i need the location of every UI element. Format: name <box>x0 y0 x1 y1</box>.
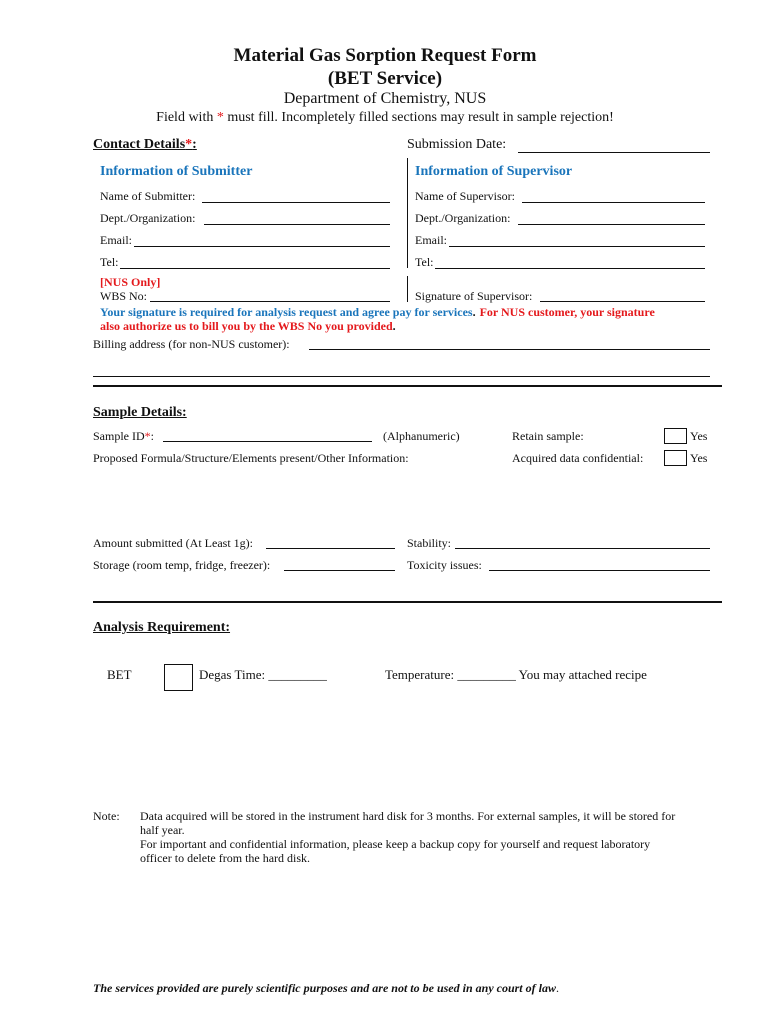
note-label: Note: <box>93 809 120 823</box>
instruction-post: must fill. Incompletely filled sections may result in sample rejection! <box>223 110 614 125</box>
required-mark: * <box>216 110 224 125</box>
note-line-2: half year. <box>140 823 185 837</box>
submission-date-field[interactable] <box>518 152 710 153</box>
form-title: Material Gas Sorption Request Form <box>233 45 537 66</box>
signature-notice-line2 <box>100 317 396 335</box>
note-line-1: Data acquired will be stored in the instrument hard disk for 3 months. For external samples, it will be stored for <box>140 809 676 823</box>
submitter-tel-label: Tel: <box>100 255 119 269</box>
disclaimer-text: The services provided are purely scientific purposes and are not to be used in any court of law <box>93 981 556 995</box>
temperature-field[interactable]: Temperature: _________ You may attached recipe <box>385 667 647 682</box>
note-line-4: officer to delete from the hard disk. <box>140 851 311 865</box>
supervisor-name-label: Name of Supervisor: <box>415 189 515 203</box>
contact-details-heading <box>93 137 197 153</box>
sample-id-text: Sample ID <box>93 429 145 443</box>
submitter-email-field[interactable] <box>134 246 390 247</box>
retain-sample-checkbox[interactable] <box>664 428 687 444</box>
data-confidential-label: Acquired data confidential: <box>512 451 644 465</box>
data-confidential-yes: Yes <box>690 451 708 465</box>
supervisor-email-field[interactable] <box>449 246 705 247</box>
billing-address-label: Billing address (for non-NUS customer): <box>93 337 290 351</box>
alphanumeric-hint: (Alphanumeric) <box>383 429 460 443</box>
notice-blue-text: Your signature is required for analysis request and agree pay for services <box>100 305 473 319</box>
submitter-dept-field[interactable] <box>204 224 390 225</box>
stability-label: Stability: <box>407 536 452 550</box>
submitter-tel-field[interactable] <box>120 268 390 269</box>
proposed-formula-label: Proposed Formula/Structure/Elements present/Other Information: <box>93 451 409 465</box>
submitter-email-label: Email: <box>100 233 132 247</box>
sample-id-field[interactable] <box>163 441 372 442</box>
toxicity-label: Toxicity issues: <box>407 558 482 572</box>
billing-address-field-line2[interactable] <box>93 376 710 377</box>
disclaimer-period: . <box>555 981 559 995</box>
instruction-pre: Field with <box>156 110 217 125</box>
sample-id-colon: : <box>150 429 154 443</box>
wbs-field[interactable] <box>150 301 390 302</box>
supervisor-name-field[interactable] <box>522 202 705 203</box>
sample-id-label <box>93 429 154 444</box>
data-confidential-checkbox[interactable] <box>664 450 687 466</box>
submitter-heading: Information of Submitter <box>100 164 253 179</box>
supervisor-signature-label: Signature of Supervisor: <box>415 289 533 303</box>
section-separator-1 <box>93 385 722 387</box>
submitter-name-field[interactable] <box>202 202 390 203</box>
note-line-3: For important and confidential information, please keep a backup copy for yourself and request laboratory <box>140 837 651 851</box>
contact-heading-colon: : <box>192 137 197 152</box>
instruction-text <box>0 110 770 126</box>
footer-disclaimer <box>93 981 559 996</box>
contact-divider-lower <box>407 276 408 302</box>
wbs-label: WBS No: <box>100 289 148 303</box>
supervisor-dept-field[interactable] <box>518 224 705 225</box>
supervisor-tel-label: Tel: <box>415 255 434 269</box>
amount-submitted-label: Amount submitted (At Least 1g): <box>93 536 253 550</box>
retain-sample-label: Retain sample: <box>512 429 584 443</box>
section-separator-2 <box>93 601 722 603</box>
analysis-requirement-heading: Analysis Requirement: <box>93 620 231 635</box>
amount-submitted-field[interactable] <box>266 548 395 549</box>
storage-field[interactable] <box>284 570 395 571</box>
bet-checkbox[interactable] <box>164 664 193 691</box>
contact-required-mark: * <box>185 137 193 152</box>
retain-sample-yes: Yes <box>690 429 708 443</box>
supervisor-email-label: Email: <box>415 233 447 247</box>
department-name: Department of Chemistry, NUS <box>283 90 487 107</box>
notice-red-text-1: For NUS customer, your signature <box>479 305 655 319</box>
toxicity-field[interactable] <box>489 570 710 571</box>
submitter-name-label: Name of Submitter: <box>100 189 196 203</box>
supervisor-signature-field[interactable] <box>540 301 705 302</box>
submission-date-label: Submission Date: <box>407 137 507 152</box>
form-subtitle: (BET Service) <box>327 68 443 89</box>
degas-time-field[interactable]: Degas Time: _________ <box>199 667 327 682</box>
bet-label: BET <box>107 667 132 682</box>
notice-blue-period: . <box>472 305 476 319</box>
nus-only-label: [NUS Only] <box>100 275 161 289</box>
billing-address-field[interactable] <box>309 349 710 350</box>
notice-red-text-2: also authorize us to bill you by the WBS No you provided <box>100 319 393 333</box>
supervisor-tel-field[interactable] <box>435 268 705 269</box>
sample-id-required-mark: * <box>144 429 151 443</box>
contact-divider <box>407 158 408 268</box>
submitter-dept-label: Dept./Organization: <box>100 211 196 225</box>
stability-field[interactable] <box>455 548 710 549</box>
supervisor-heading: Information of Supervisor <box>415 164 573 179</box>
storage-label: Storage (room temp, fridge, freezer): <box>93 558 271 572</box>
sample-details-heading: Sample Details: <box>93 405 187 420</box>
contact-heading-text: Contact Details <box>93 137 186 152</box>
supervisor-dept-label: Dept./Organization: <box>415 211 511 225</box>
notice-period: . <box>392 319 396 333</box>
